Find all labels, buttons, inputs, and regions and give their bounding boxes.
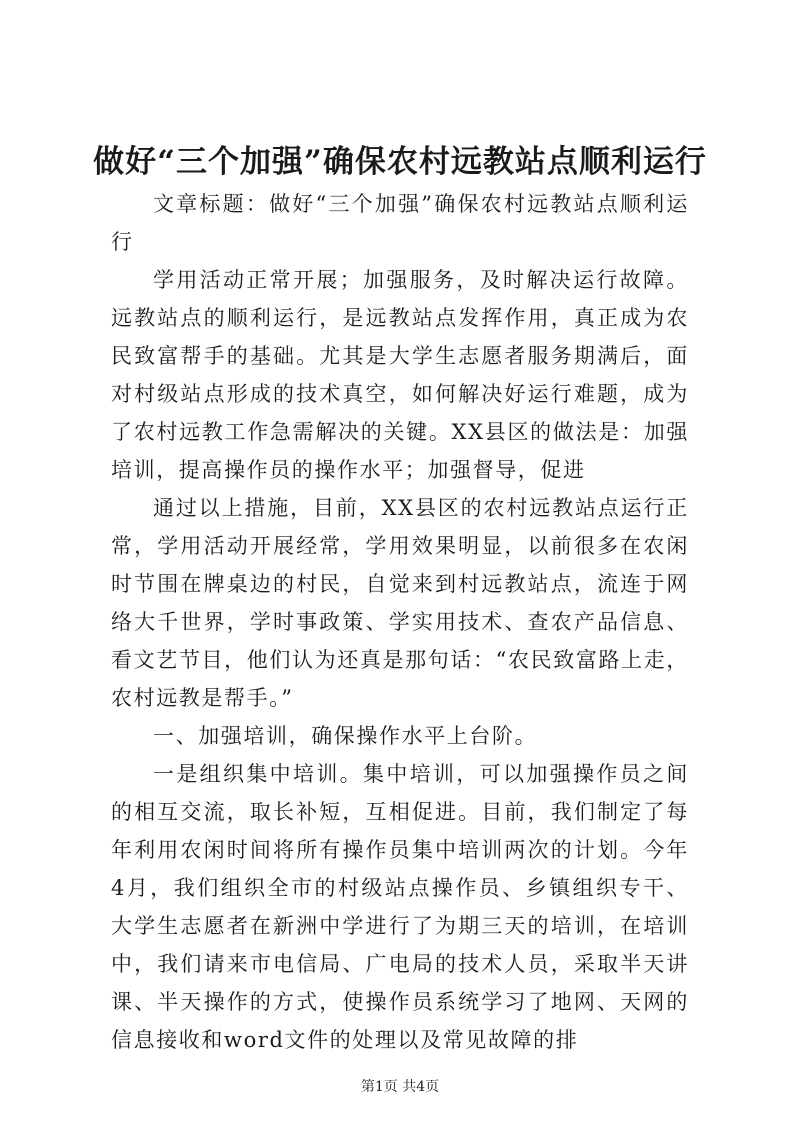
page-number-footer: 第1页 共4页 bbox=[360, 1079, 440, 1095]
paragraph-intro: 学用活动正常开展；加强服务，及时解决运行故障。远教站点的顺利运行，是远教站点发挥作用，真正成为农民致富帮手的基础。尤其是大学生志愿者服务期满后，面对村级站点形成的技术真空，如何解决好运行难题，成为了农村远教工作急需解决的关键。XX县区的做法是：加强培训，提高操作员的操作水平；加强督导，促进 bbox=[111, 268, 689, 482]
paragraph-article-heading: 文章标题：做好“三个加强”确保农村远教站点顺利运行 bbox=[111, 192, 689, 254]
document-title: 做好“三个加强”确保农村远教站点顺利运行 bbox=[93, 144, 707, 180]
paragraph-centralized-training: 一是组织集中培训。集中培训，可以加强操作员之间的相互交流，取长补短，互相促进。目前，我们制定了每年利用农闲时间将所有操作员集中培训两次的计划。今年4月，我们组织全市的村级站点操作员、乡镇组织专干、大学生志愿者在新洲中学进行了为期三天的培训，在培训中，我们请来市电信局、广电局的技术人员，采取半天讲课、半天操作的方式，使操作员系统学习了地网、天网的信息接收和word文件的处理以及常见故障的排 bbox=[111, 762, 689, 1052]
document-body bbox=[111, 185, 689, 1059]
paragraph-results: 通过以上措施，目前，XX县区的农村远教站点运行正常，学用活动开展经常，学用效果明显，以前很多在农闲时节围在牌桌边的村民，自觉来到村远教站点，流连于网络大千世界，学时事政策、学实用技术、查农产品信息、看文艺节目，他们认为还真是那句话：“农民致富路上走，农村远教是帮手。” bbox=[111, 496, 689, 710]
section-heading-training: 一、加强培训，确保操作水平上台阶。 bbox=[153, 724, 538, 748]
